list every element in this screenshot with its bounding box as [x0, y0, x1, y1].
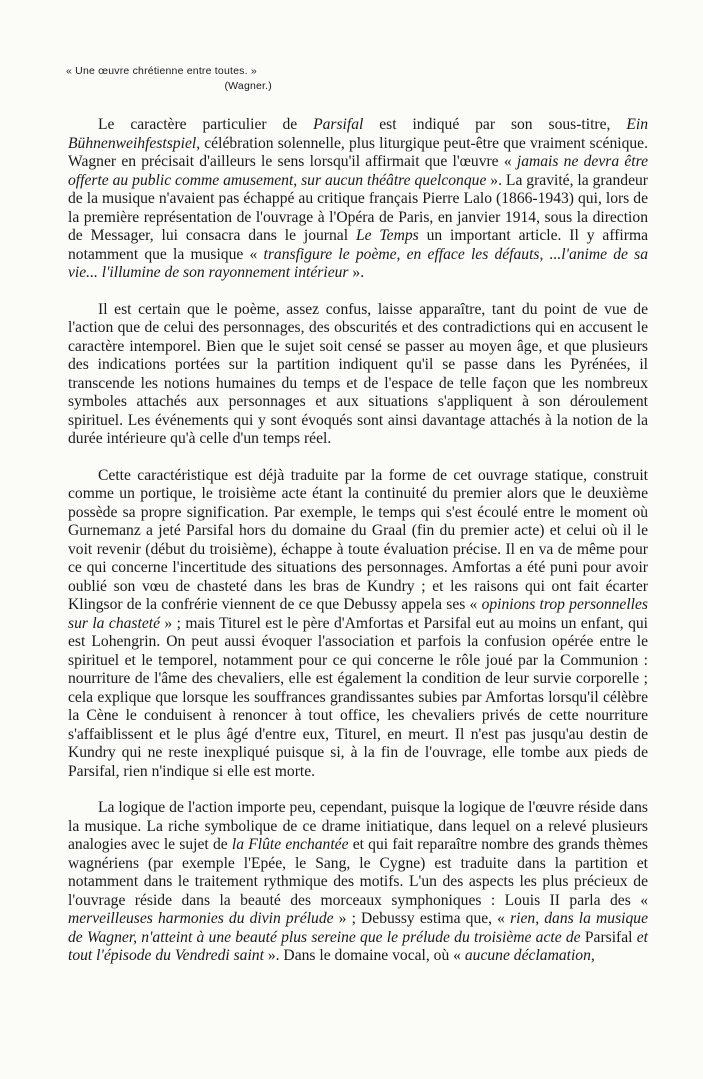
epigraph-source: (Wagner.)	[224, 80, 272, 92]
text-run: est indiqué par son sous-titre,	[363, 116, 627, 133]
text-run: » ; mais Titurel est le père d'Amfortas et Parsifal eut au moins un enfant, qui est Lohengrin. On peut aussi évoquer l'association et parfois la confusion opérée entre le spirituel et le temporel, notamment pour ce qui concerne le rôle joué par la Communion : nourriture de l'âme des chevaliers, elle est également la condition de leur survie corporelle ; cela explique que lorsque les souffrances grandissantes subies par Amfortas lorsqu'il célèbre la Cène le conduisent à renoncer à tout office, les chevaliers privés de cette nourriture s'affaiblissent et le plus âgé d'entre eux, Titurel, en meurt. Il n'est pas jusqu'au destin de Kundry qui ne reste inexpliqué puisque si, à la fin de l'ouvrage, elle tombe aux pieds de Parsifal, rien n'indique si elle est morte.	[68, 614, 648, 780]
italic-run: merveilleuses harmonies du divin prélude	[68, 910, 334, 927]
italic-run: la Flûte enchantée	[231, 836, 349, 853]
text-run: ».	[348, 264, 365, 281]
text-run: ». Dans le domaine vocal, où «	[263, 947, 465, 964]
italic-run: et tout l'épisode du Vendredi saint	[68, 928, 648, 964]
body-text	[68, 116, 648, 984]
text-run: La logique de l'action importe peu, cependant, puisque la logique de l'œuvre réside dans la musique. La riche symbolique de ce drame initiatique, dans lequel on a relevé plusieurs analogies avec le sujet de	[68, 799, 648, 853]
italic-run: rien, dans la musique de Wagner, n'atteint à une beauté plus sereine que le prélude du troisième acte de	[68, 910, 649, 946]
text-run: ». La gravité, la grandeur de la musique n'avaient pas échappé au critique français Pierre Lalo (1866-1943) qui, lors de la première représentation de l'ouvrage à l'Opéra de Paris, en janvier 1914, sous la direction de Messager, lui consacra dans le journal	[68, 171, 648, 244]
text-run: Cette caractéristique est déjà traduite par la forme de cet ouvrage statique, construit comme un portique, le troisième acte étant la continuité du premier alors que le deuxième possède sa propre signification. Par exemple, le temps qui s'est écoulé entre le moment où Gurnemanz a jeté Parsifal hors du domaine du Graal (fin du premier acte) et celui où il le voit revenir (début du troisième), échappe à toute évaluation précise. Il en va de même pour ce qui concerne l'incertitude des situations des personnages. Amfortas a été puni pour avoir oublié son vœu de chasteté dans les bras de Kundry ; et les raisons qui ont fait écarter Klingsor de la confrérie viennent de ce que Debussy appela ses «	[68, 466, 648, 613]
italic-run: aucune déclamation,	[464, 947, 595, 964]
text-run: Il est certain que le poème, assez confus, laisse apparaître, tant du point de vue de l'action que de celui des personnages, des obscurités et des contradictions qui en accusent le caractère intemporel. Bien que le sujet soit censé se passer au moyen âge, et que plusieurs des indications portées sur la partition indiquent qu'il se passe dans les Pyrénées, il transcende les notions humaines du temps et de l'espace de telle façon que les nombreux symboles attachés aux personnages et aux situations s'appliquent à son déroulement spirituel. Les événements qui y sont évoqués sont ainsi davantage attachés à la notion de la durée intérieure qu'à celle d'un temps réel.	[68, 300, 648, 447]
paragraph-3	[68, 467, 648, 782]
paragraph-4	[68, 799, 648, 966]
italic-run: jamais ne devra être offerte au public comme amusement, sur aucun théâtre quelconque	[68, 153, 649, 189]
italic-run: Parsifal	[313, 116, 364, 133]
paragraph-2	[68, 301, 648, 449]
text-run: célébration solennelle, plus liturgique peut-être que vraiment scénique. Wagner en précisait d'ailleurs le sens lorsqu'il affirmait que l'œuvre «	[68, 134, 648, 170]
paragraph-1	[68, 116, 648, 283]
epigraph	[66, 64, 286, 94]
italic-run: opinions trop personnelles sur la chasteté	[68, 596, 648, 632]
text-run: » ; Debussy estima que, «	[333, 910, 511, 927]
epigraph-quote: « Une œuvre chrétienne entre toutes. »	[66, 65, 257, 77]
italic-run: transfigure le poème, en efface les défauts, ...l'anime de sa vie... l'illumine de son rayonnement intérieur	[68, 245, 649, 281]
text-run: un important article. Il y affirma notamment que la musique «	[68, 227, 648, 263]
italic-run: Le Temps	[355, 227, 419, 244]
text-run: et qui fait reparaître nombre des grands thèmes wagnériens (par exemple l'Epée, le Sang, le Cygne) est traduite dans la partition et notamment dans le traitement rythmique des motifs. L'un des aspects les plus précieux de l'ouvrage réside dans la beauté des morceaux symphoniques : Louis II parla des «	[68, 836, 648, 909]
text-run: Le caractère particulier de	[98, 116, 314, 133]
text-run: Parsifal	[580, 928, 637, 946]
italic-run: Ein Bühnenweihfestspiel,	[68, 116, 648, 152]
